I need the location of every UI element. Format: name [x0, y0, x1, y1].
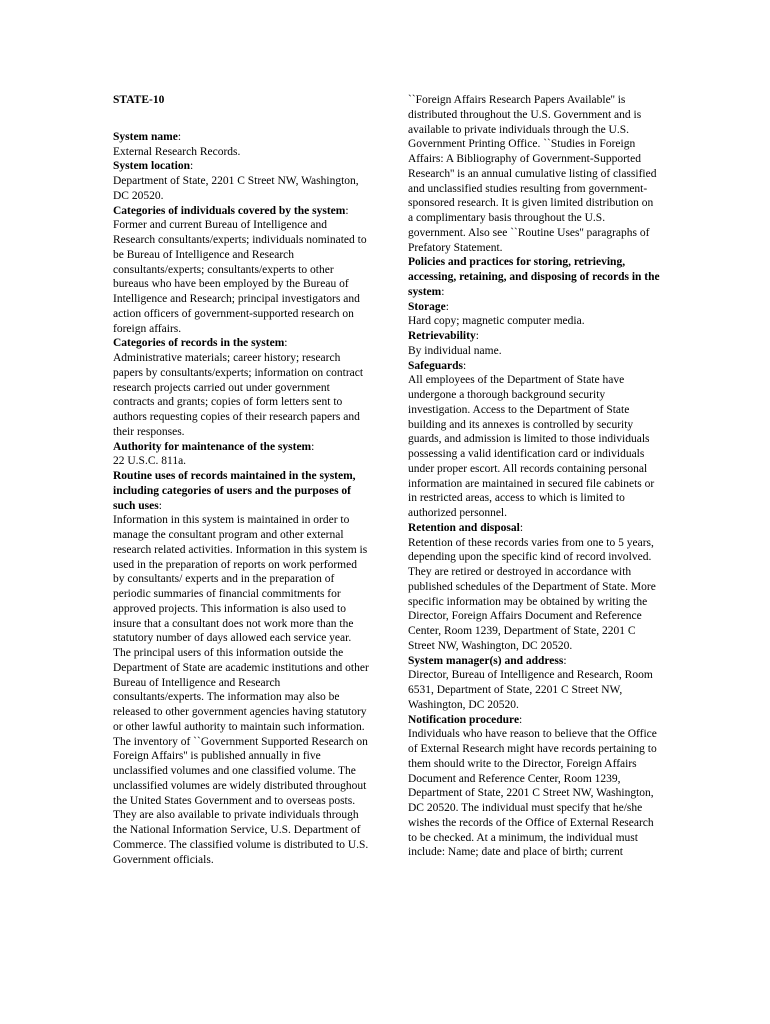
- section-storage: [408, 300, 660, 330]
- section-heading: Notification procedure:: [408, 713, 523, 726]
- section-body: Former and current Bureau of Intelligence and Research consultants/experts; individuals nominated to be Bureau of Intelligence and Research consultants/experts; consultants/experts to other bureaus who have been employed by the Bureau of Intelligence and Research; principal investigators and action officers of government-supported research on foreign affairs.: [113, 219, 367, 335]
- section-safeguards: [408, 359, 660, 521]
- section-heading: Policies and practices for storing, retrieving, accessing, retaining, and disposing of records in the system:: [408, 256, 660, 298]
- section-heading: Categories of records in the system:: [113, 337, 288, 350]
- left-column: [113, 93, 371, 867]
- section-heading: Safeguards:: [408, 359, 467, 372]
- section-body: 22 U.S.C. 811a.: [113, 455, 187, 468]
- section-body: Retention of these records varies from one to 5 years, depending upon the specific kind of record involved. They are retired or destroyed in accordance with published schedules of the Department of State. More specific information may be obtained by writing the Director, Foreign Affairs Document and Reference Center, Room 1239, Department of State, 2201 C Street NW, Washington, DC 20520.: [408, 536, 656, 652]
- section-system-name: [113, 130, 371, 160]
- section-system-location: [113, 159, 371, 203]
- section-heading: Retrievability:: [408, 330, 479, 342]
- section-categories-records: [113, 336, 371, 439]
- section-body: Hard copy; magnetic computer media.: [408, 315, 585, 328]
- section-body: Department of State, 2201 C Street NW, Washington, DC 20520.: [113, 175, 359, 202]
- section-heading: Storage:: [408, 300, 449, 313]
- section-retrievability: [408, 329, 660, 359]
- section-heading: Retention and disposal:: [408, 521, 524, 534]
- section-routine-uses-continued: [408, 93, 660, 255]
- section-retention-disposal: [408, 521, 660, 654]
- section-body: External Research Records.: [113, 145, 241, 158]
- right-column: [408, 93, 660, 860]
- section-notification-procedure: [408, 713, 660, 861]
- section-heading: Authority for maintenance of the system:: [113, 440, 315, 453]
- section-policies-practices: [408, 255, 660, 299]
- section-heading: Categories of individuals covered by the system:: [113, 204, 349, 217]
- section-routine-uses: [113, 469, 371, 867]
- section-body: Administrative materials; career history; research papers by consultants/experts; information on contract research projects carried out under government contracts and grants; copies of form letters sent to authors requesting copies of their research papers and their responses.: [113, 352, 364, 438]
- section-heading: System manager(s) and address:: [408, 654, 567, 667]
- section-authority: [113, 440, 371, 470]
- section-heading: System location:: [113, 160, 194, 173]
- section-body: Individuals who have reason to believe that the Office of External Research might have records pertaining to them should write to the Director, Foreign Affairs Document and Reference Center, Room 1239, Department of State, 2201 C Street NW, Washington, DC 20520. The individual must specify that he/she wishes the records of the Office of External Research to be checked. At a minimum, the individual must include: Name; date and place of birth; current: [408, 728, 657, 859]
- section-body: All employees of the Department of State have undergone a thorough background security investigation. Access to the Department of State building and its annexes is controlled by security guards, and admission is limited to those individuals possessing a valid identification card or individuals under proper escort. All records containing personal information are maintained in secured file cabinets or in restricted areas, access to which is limited to authorized personnel.: [408, 374, 655, 519]
- section-heading: System name:: [113, 130, 182, 143]
- section-system-manager: [408, 654, 660, 713]
- section-body: By individual name.: [408, 344, 502, 357]
- section-body: ``Foreign Affairs Research Papers Available'' is distributed throughout the U.S. Government and is available to private individuals through the U.S. Government Printing Office. ``Studies in Foreign Affairs: A Bibliography of Government-Supported Research'' is an annual cumulative listing of classified and unclassified studies resulting from government-sponsored research. It is given limited distribution on a complimentary basis throughout the U.S. government. Also see ``Routine Uses'' paragraphs of Prefatory Statement.: [408, 94, 657, 254]
- document-id: STATE-10: [113, 94, 165, 106]
- section-body: Information in this system is maintained in order to manage the consultant program and other external research related activities. Information in this system is used in the preparation of reports on work performed by consultants/ experts and in the preparation of periodic summaries of financial commitments for approved projects. This information is also used to insure that a consultant does not work more than the statutory number of days allowed each service year. The principal users of this information outside the Department of State are academic institutions and other Bureau of Intelligence and Research consultants/experts. The information may also be released to other government agencies having statutory or other lawful authority to maintain such information. The inventory of ``Government Supported Research on Foreign Affairs'' is published annually in five unclassified volumes and one classified volume. The unclassified volumes are widely distributed throughout the United States Government and to overseas posts. They are also available to private individuals through the National Information Service, U.S. Department of Commerce. The classified volume is distributed to U.S. Government officials.: [113, 514, 369, 866]
- section-heading: Routine uses of records maintained in the system, including categories of users and the purposes of such uses:: [113, 470, 356, 512]
- section-body: Director, Bureau of Intelligence and Research, Room 6531, Department of State, 2201 C Street NW, Washington, DC 20520.: [408, 669, 653, 711]
- section-categories-individuals: [113, 204, 371, 337]
